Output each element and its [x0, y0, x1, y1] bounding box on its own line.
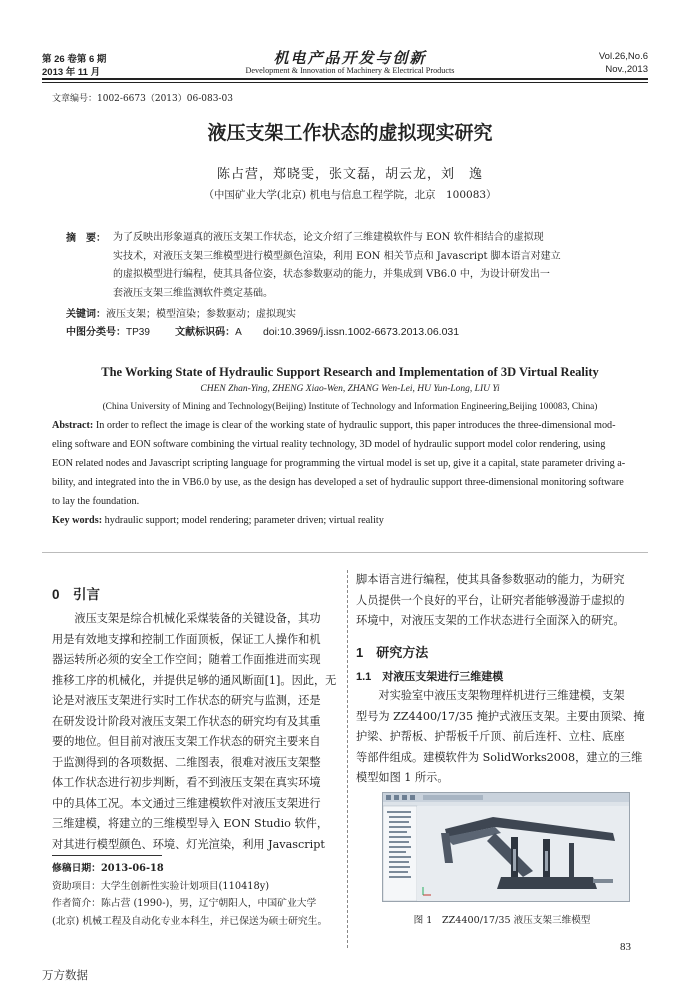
- right-column-cont: [356, 570, 646, 632]
- abstract-cn-line: 实技术，对液压支架三维模型进行模型颜色渲染，利用 EON 相关节点和 Javascript 脚本语言对建立: [113, 250, 561, 262]
- section-1-heading: 1 研究方法: [356, 645, 429, 660]
- keywords-en-text: hydraulic support; model rendering; parameter driven; virtual reality: [104, 515, 384, 526]
- body-line: 在研发设计阶段对液压支架工作状态的研究均有及其重: [52, 714, 321, 728]
- footnote-author-intro-cont: (北京) 机械工程及自动化专业本科生，并已保送为硕士研究生。: [52, 915, 328, 927]
- header-volume: 第 26 卷第 6 期: [42, 54, 107, 65]
- body-line: 要的地位。但目前对液压支架工作状态的研究主要来自: [52, 735, 321, 748]
- doc-code-label: 文献标识码：: [175, 327, 236, 338]
- title-en: The Working State of Hydraulic Support Research and Implementation of 3D Virtual Reality: [101, 365, 599, 379]
- abstract-cn-label: 摘 要：: [66, 233, 106, 244]
- figure-1-caption: 图 1 ZZ4400/17/35 液压支架三维模型: [413, 915, 591, 926]
- section-divider: [42, 552, 648, 553]
- body-line: 论是对液压支架进行实时工作状态的研究与监测，还是: [52, 694, 321, 707]
- page-number: 83: [620, 941, 631, 953]
- doc-code: A: [235, 327, 242, 338]
- abstract-en-line: to lay the foundation.: [52, 496, 140, 507]
- footnote-rule: [52, 855, 162, 856]
- keywords-cn-label: 关键词：: [66, 309, 106, 320]
- article-id: 文章编号：1002-6673（2013）06-083-03: [52, 94, 233, 104]
- doi: doi:10.3969/j.issn.1002-6673.2013.06.031: [262, 326, 460, 338]
- header-volume-en: Vol.26,No.6: [598, 51, 648, 62]
- header-date: 2013 年 11 月: [42, 67, 101, 78]
- section-1-1-body: [356, 686, 646, 789]
- header-rule: [42, 78, 648, 80]
- keywords-cn-text: 液压支架；模型渲染；参数驱动；虚拟现实: [106, 309, 296, 320]
- section-0-body: [52, 609, 338, 855]
- body-line: 于监测得到的各项数据、二维图表，很难对液压支架整: [52, 755, 321, 769]
- affiliation-cn: （中国矿业大学(北京) 机电与信息工程学院，北京 100083）: [203, 189, 497, 201]
- section-1-1-heading: 1.1 对液压支架进行三维建模: [356, 671, 504, 683]
- abstract-en-label: Abstract:: [52, 420, 94, 431]
- body-line: 中的具体工况。本文通过三维建模软件对液压支架进行: [52, 796, 321, 810]
- body-line: 对其进行模型颜色、环境、灯光渲染，利用 Javascript: [52, 837, 325, 851]
- body-line: 器运转所必须的安全工作空间；随着工作面推进而实现: [52, 653, 321, 666]
- abstract-cn-line: 为了反映出形象逼真的液压支架工作状态，论文介绍了三维建模软件与 EON 软件相结合的虚拟现: [113, 232, 544, 243]
- body-line: 三维建模，将建立的三维模型导入 EON Studio 软件，: [52, 817, 329, 830]
- journal-title-cn: 机电产品开发与创新: [273, 49, 427, 67]
- abstract-en-line: eling software and EON software combining the virtual reality technology, 3D model of hydraulic support model color rendering, using: [52, 439, 606, 450]
- header-date-en: Nov.,2013: [605, 64, 648, 75]
- abstract-en-line: [52, 416, 642, 435]
- abstract-cn-line: 套液压支架三维监测软件奠定基础。: [113, 287, 273, 299]
- abstract-cn-line: 的虚拟模型进行编程，使其具备位姿，状态参数驱动的能力，并集成到 VB6.0 中，为设计研发出一: [113, 269, 550, 280]
- abstract-en-line: EON related nodes and Javascript scripting language for programming the virtual model is set up, give it a capital, state parameter driving a-: [52, 458, 626, 469]
- body-line: 体工作状态进行初步判断，看不到液压支架在真实环境: [52, 776, 321, 789]
- authors-cn: 陈占营，郑晓雯，张文磊，胡云龙，刘 逸: [216, 167, 483, 182]
- footnote-received: 修稿日期：2013-06-18: [52, 863, 164, 874]
- body-line: 对实验室中液压支架物理样机进行三维建模，支架: [378, 689, 625, 702]
- keywords-en: [52, 511, 642, 530]
- body-line: 环境中，对液压支架的工作状态进行全面深入的研究。: [356, 614, 625, 627]
- body-line: 脚本语言进行编程，使其具备参数驱动的能力，为研究: [356, 573, 625, 586]
- footnote-author-intro: 作者简介：陈占营 (1990-)，男，辽宁朝阳人，中国矿业大学: [52, 898, 317, 909]
- body-line: 等部件组成。建模软件为 SolidWorks2008，建立的三维: [356, 750, 643, 764]
- keywords-en-label: Key words:: [52, 515, 103, 526]
- journal-title-en: Development & Innovation of Machinery & Electrical Products: [245, 66, 455, 75]
- abstract-en-text: In order to reflect the image is clear of the working state of hydraulic support, this paper introduces the three-dimensional mod-: [95, 420, 616, 431]
- section-0-heading: 0 引言: [52, 587, 101, 602]
- body-line: 用是有效地支撑和控制工作面顶板，保证工人操作和机: [52, 632, 321, 646]
- abstract-en: [52, 416, 642, 530]
- body-line: 护梁、护帮板、护帮板千斤顶、前后连杆、立柱、底座: [356, 730, 625, 743]
- body-line: 液压支架是综合机械化采煤装备的关键设备，其功: [74, 612, 321, 625]
- authors-en: CHEN Zhan-Ying, ZHENG Xiao-Wen, ZHANG Wen-Lei, HU Yun-Long, LIU Yi: [200, 384, 500, 394]
- hydraulic-support-model-image: [383, 793, 629, 901]
- page-title: 液压支架工作状态的虚拟现实研究: [207, 122, 493, 144]
- abstract-cn: [113, 229, 638, 303]
- clc-label: 中图分类号：: [66, 327, 126, 338]
- figure-1: [382, 792, 630, 902]
- footnote-funding: 资助项目：大学生创新性实验计划项目(110418y): [52, 880, 270, 892]
- keywords-cn: [66, 305, 296, 320]
- column-divider: [347, 570, 348, 948]
- header-rule-thin: [42, 82, 648, 83]
- classification: [66, 323, 459, 338]
- body-line: 模型如图 1 所示。: [356, 771, 449, 784]
- affiliation-en: (China University of Mining and Technology(Beijing) Institute of Technology and Information Engineering,Beijing 100083, China): [102, 402, 598, 412]
- clc-code: TP39: [126, 327, 150, 338]
- abstract-en-line: bility, and integrated into the in VB6.0 by use, as the design has developed a set of hydraulic support three-dimensional monitoring software: [52, 477, 624, 488]
- body-line: 推移工序的机械化，并提供足够的通风断面[1]。因此，无: [52, 673, 337, 687]
- body-line: 型号为 ZZ4400/17/35 掩护式液压支架。主要由顶梁、掩: [356, 709, 645, 723]
- watermark: 万方数据: [42, 968, 88, 982]
- footnote: [52, 860, 347, 930]
- body-line: 人员提供一个良好的平台，让研究者能够漫游于虚拟的: [356, 593, 625, 607]
